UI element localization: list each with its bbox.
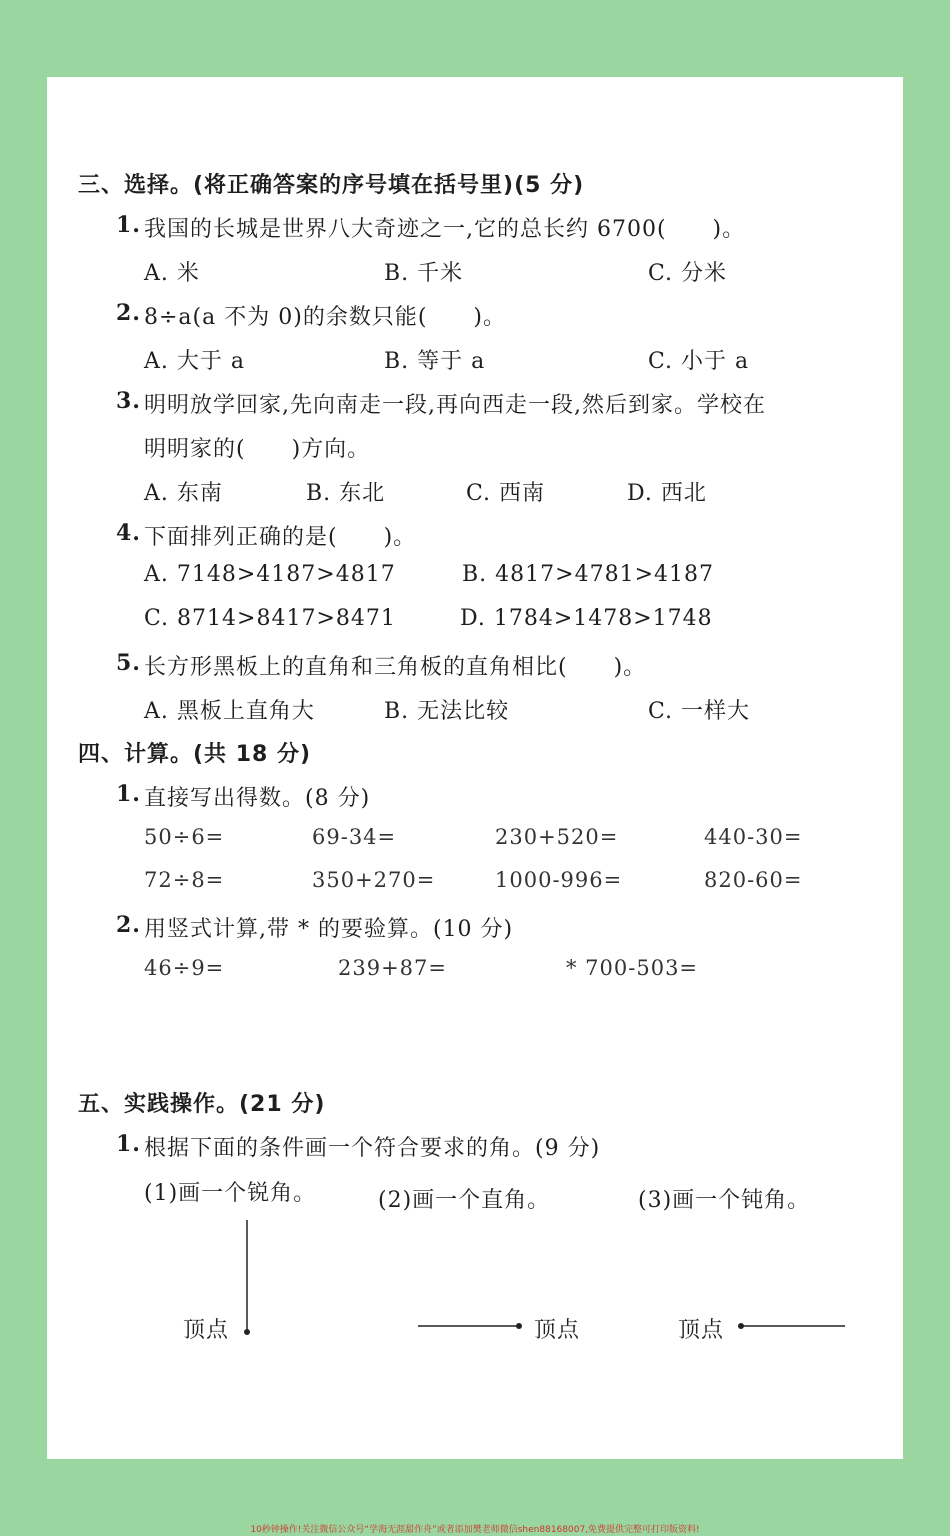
- q3-text-line1: 明明放学回家,先向南走一段,再向西走一段,然后到家。学校在: [144, 393, 766, 418]
- expr-r1-2: 69-34=: [312, 825, 397, 849]
- q3-option-b: B. 东北: [306, 481, 386, 506]
- section4-title: 四、计算。(共 18 分): [78, 742, 312, 767]
- q3-option-c: C. 西南: [466, 481, 546, 506]
- q2-option-b: B. 等于 a: [384, 349, 486, 374]
- q3-number: 3.: [116, 388, 141, 414]
- vertex-label-3: 顶点: [678, 1318, 725, 1343]
- q4-option-a: A. 7148>4187>4817: [144, 562, 396, 587]
- part-obtuse-angle: (3)画一个钝角。: [638, 1188, 811, 1213]
- q5-option-b: B. 无法比较: [384, 699, 510, 724]
- vertical-calc-2: 239+87=: [338, 956, 447, 980]
- q3-text-line2: 明明家的( )方向。: [144, 437, 371, 462]
- q3-option-d: D. 西北: [627, 481, 707, 506]
- expr-r2-2: 350+270=: [312, 868, 436, 892]
- vertex-label-1: 顶点: [183, 1318, 230, 1343]
- q5-option-c: C. 一样大: [648, 699, 751, 724]
- q4-text: 下面排列正确的是( )。: [144, 525, 417, 550]
- section5-title: 五、实践操作。(21 分): [78, 1092, 326, 1117]
- vertical-calc-1: 46÷9=: [144, 956, 225, 980]
- q1-option-a: A. 米: [144, 261, 200, 286]
- vertex-dot-3: [738, 1323, 744, 1329]
- q1-text: 我国的长城是世界八大奇迹之一,它的总长约 6700( )。: [144, 217, 746, 242]
- q4-option-c: C. 8714>8417>8471: [144, 606, 396, 631]
- footer-note: 10秒钟操作!关注微信公众号“学海无涯甜作舟”或者添加樊老师微信shen88168007,免费提供完整可打印版资料!: [250, 1525, 700, 1535]
- s5-q1-number: 1.: [116, 1131, 141, 1157]
- expr-r2-1: 72÷8=: [144, 868, 225, 892]
- section3-title: 三、选择。(将正确答案的序号填在括号里)(5 分): [78, 173, 585, 198]
- q4-option-d: D. 1784>1478>1748: [460, 606, 713, 631]
- q4-option-b: B. 4817>4781>4187: [462, 562, 714, 587]
- part-acute-angle: (1)画一个锐角。: [144, 1181, 317, 1206]
- q5-text: 长方形黑板上的直角和三角板的直角相比( )。: [144, 655, 647, 680]
- vertex-label-2: 顶点: [534, 1318, 581, 1343]
- expr-r2-3: 1000-996=: [495, 868, 623, 892]
- q4-number: 4.: [116, 520, 141, 546]
- vertical-calc-3: * 700-503=: [566, 956, 699, 980]
- q1-option-c: C. 分米: [648, 261, 728, 286]
- q2-text: 8÷a(a 不为 0)的余数只能( )。: [144, 305, 506, 330]
- q2-option-c: C. 小于 a: [648, 349, 750, 374]
- q1-number: 1.: [116, 212, 141, 238]
- vertex-dot-1: [244, 1329, 250, 1335]
- expr-r1-3: 230+520=: [495, 825, 619, 849]
- q2-option-a: A. 大于 a: [144, 349, 245, 374]
- q5-number: 5.: [116, 650, 141, 676]
- q3-option-a: A. 东南: [144, 481, 223, 506]
- q1-option-b: B. 千米: [384, 261, 464, 286]
- q5-option-a: A. 黑板上直角大: [144, 699, 315, 724]
- expr-r1-4: 440-30=: [704, 825, 803, 849]
- s5-q1-text: 根据下面的条件画一个符合要求的角。(9 分): [144, 1136, 601, 1161]
- expr-r2-4: 820-60=: [704, 868, 803, 892]
- q2-number: 2.: [116, 300, 141, 326]
- s4-q2-number: 2.: [116, 912, 141, 938]
- s4-q2-text: 用竖式计算,带 * 的要验算。(10 分): [144, 917, 514, 942]
- s4-q1-text: 直接写出得数。(8 分): [144, 786, 371, 811]
- expr-r1-1: 50÷6=: [144, 825, 225, 849]
- part-right-angle: (2)画一个直角。: [378, 1188, 551, 1213]
- vertex-dot-2: [516, 1323, 522, 1329]
- s4-q1-number: 1.: [116, 781, 141, 807]
